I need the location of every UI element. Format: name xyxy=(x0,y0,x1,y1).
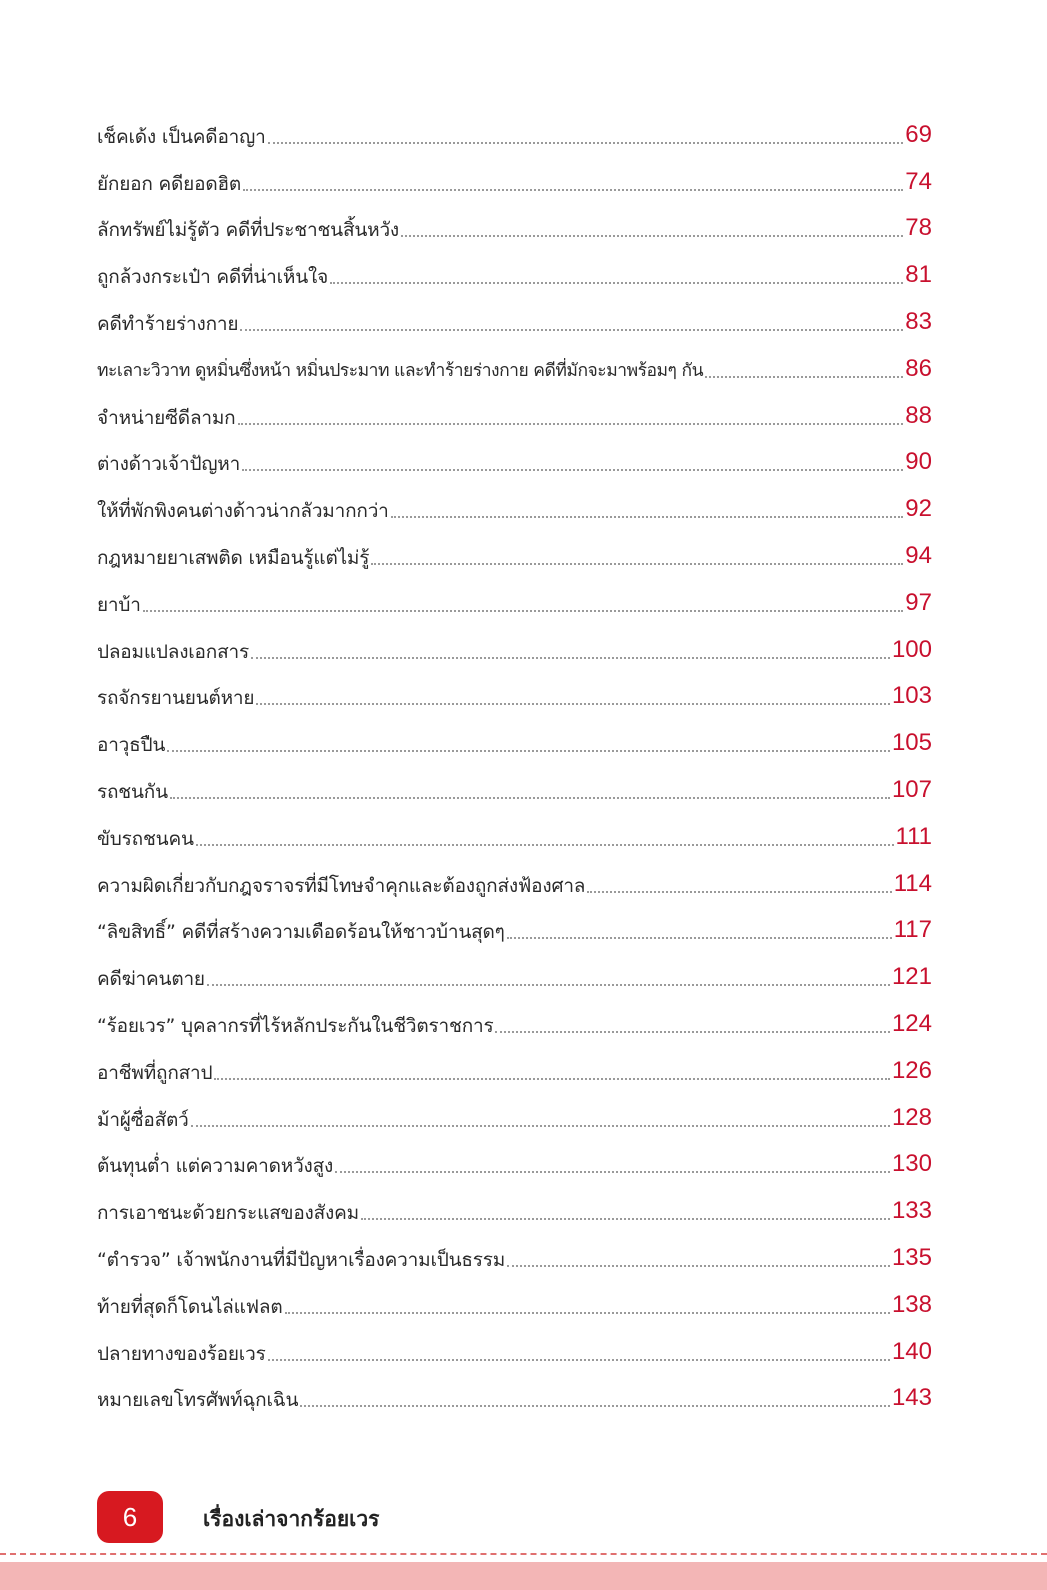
toc-entry-page: 94 xyxy=(905,541,932,569)
toc-entry[interactable] xyxy=(97,572,932,619)
dot-leader xyxy=(507,937,892,939)
toc-entry-page: 97 xyxy=(905,588,932,616)
dot-leader xyxy=(143,610,904,612)
toc-entry-page: 126 xyxy=(891,1056,932,1084)
toc-entry-page: 103 xyxy=(891,682,932,710)
toc-entry[interactable] xyxy=(97,338,932,385)
toc-entry-title: การเอาชนะด้วยกระแสของสังคม xyxy=(97,1202,359,1225)
toc-entry-title: ถูกล้วงกระเป๋า คดีที่น่าเห็นใจ xyxy=(97,266,329,289)
dot-leader xyxy=(285,1312,890,1314)
toc-entry-page: 90 xyxy=(905,448,932,476)
toc-entry[interactable] xyxy=(97,478,932,525)
dot-leader xyxy=(587,891,891,893)
toc-entry[interactable] xyxy=(97,993,932,1040)
table-of-contents xyxy=(97,104,932,1414)
toc-entry-title: อาชีพที่ถูกสาป xyxy=(97,1061,213,1084)
toc-entry-title: คดีทำร้ายร่างกาย xyxy=(97,312,239,335)
toc-entry-page: 107 xyxy=(891,775,932,803)
toc-entry[interactable] xyxy=(97,1040,932,1087)
toc-entry[interactable] xyxy=(97,900,932,947)
toc-entry-page: 74 xyxy=(905,167,932,195)
toc-entry-title: ปลอมแปลงเอกสาร xyxy=(97,640,249,663)
dot-leader xyxy=(495,1031,889,1033)
toc-entry-title: จำหน่ายซีดีลามก xyxy=(97,406,236,429)
toc-entry[interactable] xyxy=(97,712,932,759)
toc-entry-page: 78 xyxy=(905,214,932,242)
toc-entry-title: “ร้อยเวร” บุคลากรที่ไร้หลักประกันในชีวิตราชการ xyxy=(97,1014,494,1037)
toc-entry[interactable] xyxy=(97,1368,932,1415)
dot-leader xyxy=(214,1078,890,1080)
dot-leader xyxy=(330,282,903,284)
toc-entry[interactable] xyxy=(97,1087,932,1134)
toc-entry-page: 138 xyxy=(891,1290,932,1318)
toc-entry-title: รถชนกัน xyxy=(97,780,168,803)
toc-entry[interactable] xyxy=(97,806,932,853)
toc-entry[interactable] xyxy=(97,1321,932,1368)
dot-leader xyxy=(243,189,903,191)
toc-entry-page: 128 xyxy=(891,1103,932,1131)
toc-entry-title: หมายเลขโทรศัพท์ฉุกเฉิน xyxy=(97,1389,299,1412)
toc-entry-title: ต่างด้าวเจ้าปัญหา xyxy=(97,453,241,476)
toc-entry-title: ความผิดเกี่ยวกับกฎจราจรที่มีโทษจำคุกและต้องถูกส่งฟ้องศาล xyxy=(97,874,586,897)
toc-entry-title: อาวุธปืน xyxy=(97,734,166,757)
toc-entry[interactable] xyxy=(97,385,932,432)
toc-entry-page: 111 xyxy=(895,822,932,850)
toc-entry[interactable] xyxy=(97,759,932,806)
dot-leader xyxy=(251,657,890,659)
toc-entry-title: ขับรถชนคน xyxy=(97,827,194,850)
dot-leader xyxy=(238,423,904,425)
toc-entry-title: เช็คเด้ง เป็นคดีอาญา xyxy=(97,125,266,148)
toc-entry[interactable] xyxy=(97,291,932,338)
toc-entry-page: 114 xyxy=(893,869,932,897)
dot-leader xyxy=(256,703,890,705)
dot-leader xyxy=(207,984,890,986)
toc-entry-title: ยาบ้า xyxy=(97,593,141,616)
page-number: 6 xyxy=(122,1501,138,1532)
toc-entry[interactable] xyxy=(97,525,932,572)
toc-entry-title: ยักยอก คดียอดฮิต xyxy=(97,172,241,195)
dot-leader xyxy=(391,516,904,518)
toc-entry-page: 117 xyxy=(893,916,932,944)
toc-entry[interactable] xyxy=(97,1180,932,1227)
toc-entry-title: ทะเลาะวิวาท ดูหมิ่นซึ่งหน้า หมิ่นประมาท และทำร้ายร่างกาย คดีที่มักจะมาพร้อมๆ กัน xyxy=(97,361,704,382)
dot-leader xyxy=(196,844,894,846)
toc-entry[interactable] xyxy=(97,1227,932,1274)
toc-entry[interactable] xyxy=(97,1134,932,1181)
toc-entry-title: กฎหมายยาเสพติด เหมือนรู้แต่ไม่รู้ xyxy=(97,546,370,569)
dot-leader xyxy=(705,376,903,378)
page-number-badge xyxy=(97,1491,163,1543)
toc-entry-title: คดีฆ่าคนตาย xyxy=(97,968,205,991)
toc-entry[interactable] xyxy=(97,432,932,479)
toc-entry-title: ลักทรัพย์ไม่รู้ตัว คดีที่ประชาชนสิ้นหวัง xyxy=(97,219,400,242)
dot-leader xyxy=(167,750,890,752)
dot-leader xyxy=(401,235,903,237)
toc-entry[interactable] xyxy=(97,666,932,713)
dot-leader xyxy=(300,1405,890,1407)
toc-entry-page: 100 xyxy=(891,635,932,663)
footer-band xyxy=(0,1562,1047,1590)
dot-leader xyxy=(191,1125,890,1127)
toc-entry-page: 135 xyxy=(891,1243,932,1271)
dot-leader xyxy=(268,1359,890,1361)
toc-entry-page: 133 xyxy=(891,1197,932,1225)
toc-entry[interactable] xyxy=(97,1274,932,1321)
dot-leader xyxy=(240,329,903,331)
dot-leader xyxy=(507,1265,890,1267)
dot-leader xyxy=(361,1218,890,1220)
toc-entry[interactable] xyxy=(97,946,932,993)
toc-entry-page: 140 xyxy=(891,1337,932,1365)
toc-entry[interactable] xyxy=(97,619,932,666)
toc-entry-page: 88 xyxy=(905,401,932,429)
dot-leader xyxy=(268,142,904,144)
toc-entry[interactable] xyxy=(97,151,932,198)
dot-leader xyxy=(170,797,890,799)
toc-entry-page: 143 xyxy=(891,1384,932,1412)
toc-entry-title: “ตำรวจ” เจ้าพนักงานที่มีปัญหาเรื่องความเป็นธรรม xyxy=(97,1248,506,1271)
book-title: เรื่องเล่าจากร้อยเวร xyxy=(203,1507,380,1531)
toc-entry-page: 83 xyxy=(905,307,932,335)
toc-entry[interactable] xyxy=(97,104,932,151)
toc-entry[interactable] xyxy=(97,198,932,245)
toc-entry-page: 86 xyxy=(905,354,932,382)
dot-leader xyxy=(335,1171,890,1173)
dot-leader xyxy=(242,469,903,471)
toc-entry-page: 124 xyxy=(891,1009,932,1037)
toc-entry-title: รถจักรยานยนต์หาย xyxy=(97,687,255,710)
toc-entry-page: 69 xyxy=(905,120,932,148)
footer-divider xyxy=(0,1553,1047,1555)
toc-entry-page: 105 xyxy=(891,729,932,757)
toc-entry-page: 121 xyxy=(891,963,932,991)
toc-entry[interactable] xyxy=(97,853,932,900)
toc-entry-page: 81 xyxy=(905,261,932,289)
toc-entry-title: “ลิขสิทธิ์” คดีที่สร้างความเดือดร้อนให้ชาวบ้านสุดๆ xyxy=(97,921,505,944)
toc-entry-title: ต้นทุนต่ำ แต่ความคาดหวังสูง xyxy=(97,1155,334,1178)
toc-entry[interactable] xyxy=(97,244,932,291)
toc-entry-page: 130 xyxy=(891,1150,932,1178)
toc-entry-title: ให้ที่พักพิงคนต่างด้าวน่ากลัวมากกว่า xyxy=(97,500,389,523)
toc-entry-title: ม้าผู้ซื่อสัตว์ xyxy=(97,1108,189,1131)
toc-entry-title: ท้ายที่สุดก็โดนไล่แฟลต xyxy=(97,1295,283,1318)
toc-entry-title: ปลายทางของร้อยเวร xyxy=(97,1342,266,1365)
toc-entry-page: 92 xyxy=(905,495,932,523)
dot-leader xyxy=(371,563,903,565)
